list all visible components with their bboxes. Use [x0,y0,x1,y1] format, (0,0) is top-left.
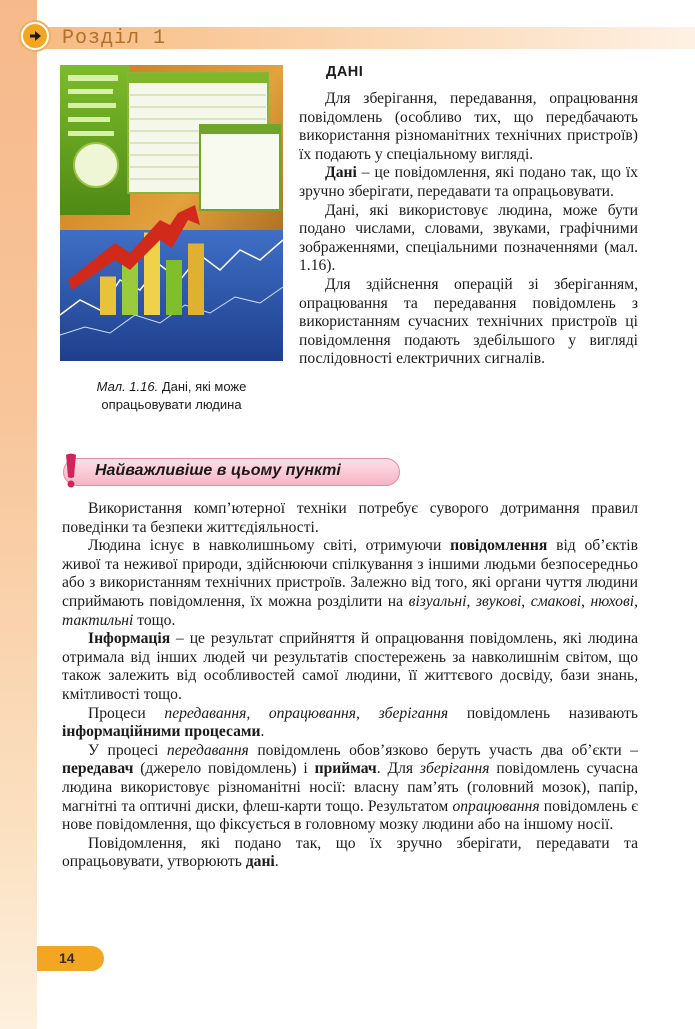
summary-paragraph-4: Процеси передавання, опрацювання, зберігання повідомлень називають інформаційними процесами. [62,704,638,741]
figure-bar [100,277,116,316]
term-dani: Дані [325,164,357,182]
summary-paragraph-1: Використання комп’ютерної техніки потребує суворого дотримання правил поведінки та безпеки життєдіяльності. [62,500,638,536]
summary-paragraph-3: Інформація – це результат сприйняття й опрацювання повідомлень, які людина отримала від інших людей чи результатів спостережень за навколишнім світом, що також залежить від особливостей самої людини, її життєвого досвіду, бази знань, кмітливості тощо. [62,630,638,703]
figure-bar [188,244,204,316]
section-title: ДАНІ [326,64,364,80]
summary-paragraph-6: Повідомлення, які подано так, що їх зручно зберігати, передавати та опрацьовувати, утворюють дані. [62,834,638,871]
figure-bar [166,260,182,315]
section-paragraph-3: Дані, які використовує людина, може бути подано числами, словами, звуками, графічними зображеннями, спеціальними позначеннями (мал. 1.16). [299,201,638,275]
key-points-title: Найважливіше в цьому пункті [95,462,341,479]
section-paragraph-4: Для здійснення операцій зі зберіганням, опрацювання та передавання повідомлень з використанням сучасних технічних пристроїв ці повідомлення подають здебільшого у вигляді послідовності електричних сигналів. [299,275,638,368]
summary-text [62,500,638,872]
caption-text: Дані, які може опрацьовувати людина [101,379,247,412]
chapter-arrow-icon [19,20,51,52]
left-margin-band [0,0,37,1029]
figure-image [60,65,283,361]
exclamation-icon [60,453,82,489]
chapter-title: Розділ 1 [62,27,167,50]
section-paragraph-1: Для зберігання, передавання, опрацювання повідомлень (особливо тих, що передбачають використання різноманітних технічних пристроїв) їх подають у спеціальному вигляді. [299,90,638,163]
figure-caption [60,378,283,414]
right-column [299,60,638,369]
page-number: 14 [59,950,75,966]
summary-paragraph-2: Людина існує в навколишньому світі, отримуючи повідомлення від об’єктів живої та неживої природи, здійснюючи спілкування з іншими людьми безпосередньо або з використанням технічних пристроїв. Залежно від того, які органи чуття людини сприймають повідомлення, їх можна розділити на візуальні, звукові, смакові, нюхові, тактильні тощо. [62,537,638,629]
section-paragraph-2: Дані – це повідомлення, які подано так, що їх зручно зберігати, передавати та опрацьовувати. [299,164,638,200]
summary-paragraph-5: У процесі передавання повідомлень обов’язково беруть участь два об’єкти – передавач (джерело повідомлень) і приймач. Для зберігання повідомлень сучасна людина використовує різноманітні носії: власну пам’ять (головний мозок), папір, магнітні та оптичні диски, флеш-карти тощо. Результатом опрацювання повідомлень є нове повідомлення, що фіксується в головному мозку людини або на іншому носії. [62,741,638,834]
caption-label: Мал. 1.16. [96,379,159,394]
